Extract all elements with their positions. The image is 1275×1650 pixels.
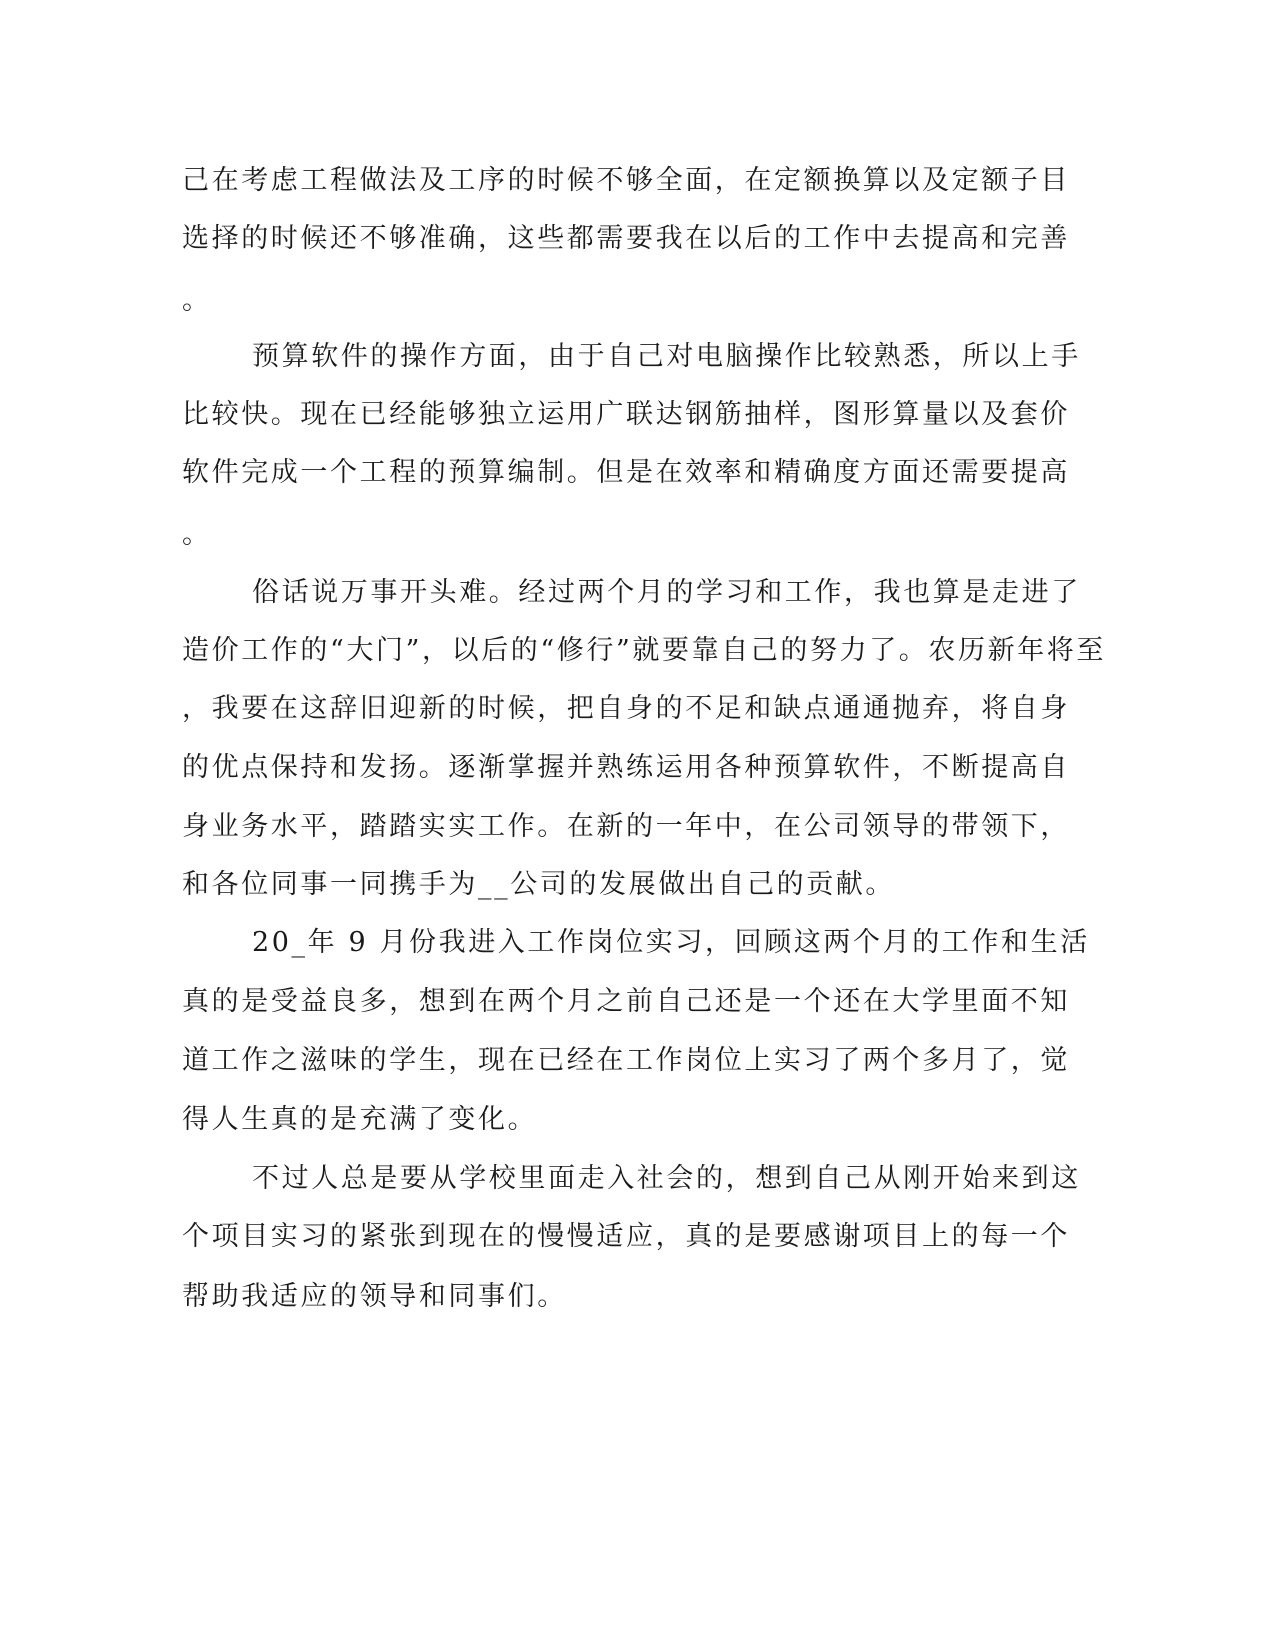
text-line: 个项目实习的紧张到现在的慢慢适应，真的是要感谢项目上的每一个 [182,1221,1070,1252]
paragraph-start-line: 预算软件的操作方面，由于自己对电脑操作比较熟悉，所以上手 [252,341,1081,372]
text-line: 和各位同事一同携手为__公司的发展做出自己的贡献。 [182,869,895,900]
text-line: 造价工作的“大门”，以后的“修行”就要靠自己的努力了。农历新年将至 [182,635,1107,666]
text-line: 得人生真的是充满了变化。 [182,1104,538,1135]
text-line: 帮助我适应的领导和同事们。 [182,1281,567,1312]
text-line: 。 [182,519,212,550]
text-line: 己在考虑工程做法及工序的时候不够全面，在定额换算以及定额子目 [182,165,1070,196]
text-line: 道工作之滋味的学生，现在已经在工作岗位上实习了两个多月了，觉 [182,1045,1070,1076]
text-line: 真的是受益良多，想到在两个月之前自己还是一个还在大学里面不知 [182,986,1070,1017]
paragraph-start-line: 不过人总是要从学校里面走入社会的，想到自己从刚开始来到这 [252,1163,1081,1194]
text-line: ，我要在这辞旧迎新的时候，把自身的不足和缺点通通抛弃，将自身 [182,693,1070,724]
text-line: 选择的时候还不够准确，这些都需要我在以后的工作中去提高和完善 [182,223,1070,254]
text-line: 软件完成一个工程的预算编制。但是在效率和精确度方面还需要提高 [182,457,1070,488]
text-line: 身业务水平，踏踏实实工作。在新的一年中，在公司领导的带领下， [182,811,1070,842]
text-line: 的优点保持和发扬。逐渐掌握并熟练运用各种预算软件，不断提高自 [182,752,1070,783]
paragraph-start-line: 俗话说万事开头难。经过两个月的学习和工作，我也算是走进了 [252,577,1081,608]
paragraph-start-line: 20_年 9 月份我进入工作岗位实习，回顾这两个月的工作和生活 [252,927,1090,958]
text-line: 。 [182,285,212,316]
text-line: 比较快。现在已经能够独立运用广联达钢筋抽样，图形算量以及套价 [182,399,1070,430]
